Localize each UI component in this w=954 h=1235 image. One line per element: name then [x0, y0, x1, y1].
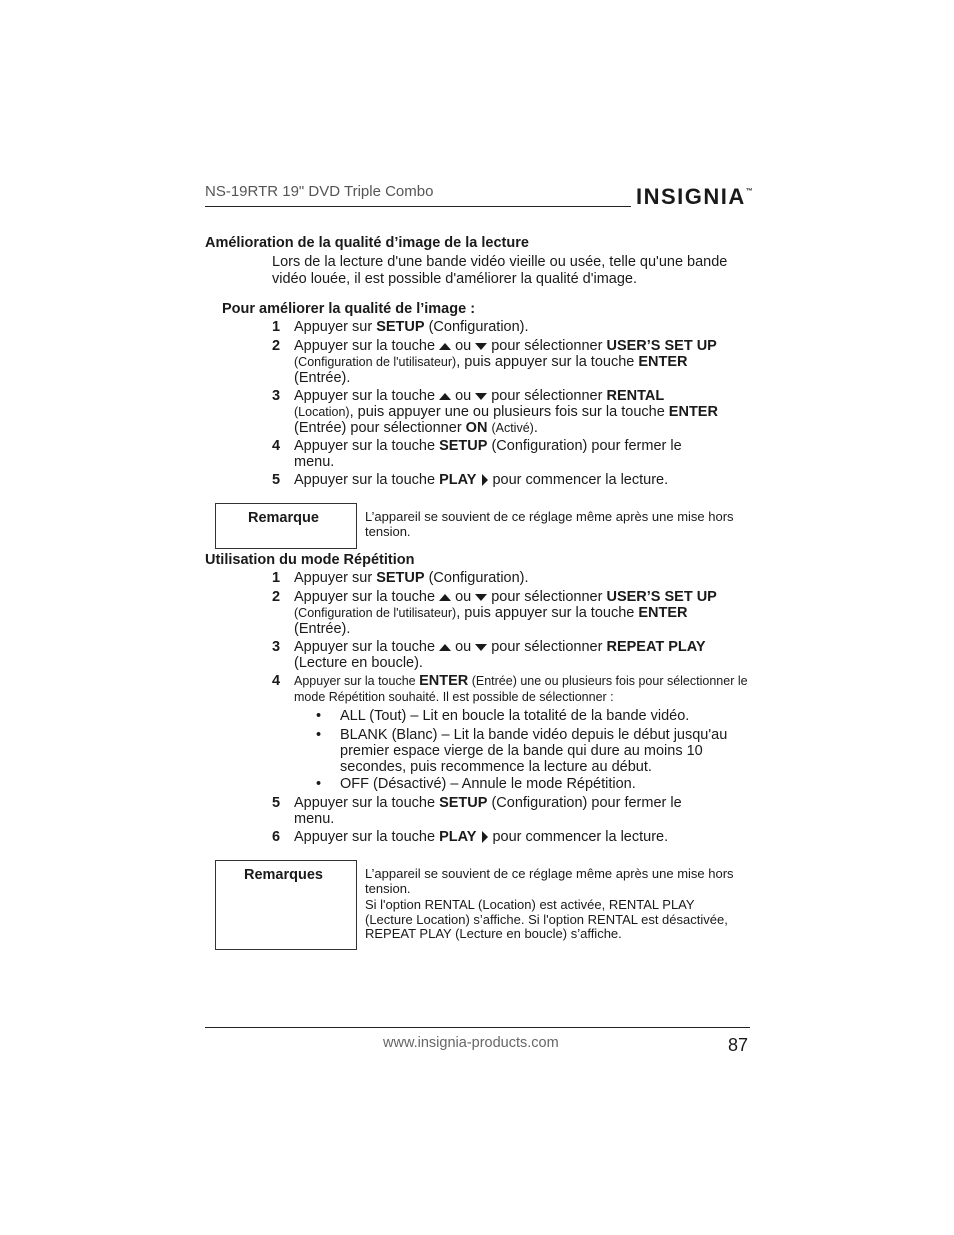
step-number: 5: [272, 472, 281, 488]
arrow-up-icon: [439, 393, 451, 400]
step-number: 2: [272, 589, 281, 605]
bullet-text: BLANK (Blanc) – Lit la bande vidéo depuis le début jusqu'au premier espace vierge de la bande qui dure au moins 10 secondes, puis recommence la lecture au début.: [340, 727, 728, 775]
note-text: L’appareil se souvient de ce réglage même après une mise hors tension.: [365, 866, 734, 896]
step-number: 4: [272, 673, 281, 689]
bullet-text: ALL (Tout) – Lit en boucle la totalité de la bande vidéo.: [340, 708, 690, 724]
procedure-heading: Pour améliorer la qualité de l’image :: [222, 301, 476, 317]
arrow-up-icon: [439, 644, 451, 651]
note-label: Remarque: [248, 510, 319, 526]
note-text: Si l'option RENTAL (Location) est activée, RENTAL PLAY (Lecture Location) s’affiche. Si l'option RENTAL est désactivée, REPEAT PLAY (Lecture en boucle) s’affiche.: [365, 897, 728, 941]
step-number: 5: [272, 795, 281, 811]
step-number: 3: [272, 639, 281, 655]
footer-rule: [205, 1027, 750, 1028]
header-rule: [205, 206, 631, 207]
arrow-up-icon: [439, 594, 451, 601]
running-header: NS-19RTR 19" DVD Triple Combo: [205, 183, 434, 200]
arrow-down-icon: [475, 594, 487, 601]
section-heading: Amélioration de la qualité d’image de la lecture: [205, 235, 529, 251]
step-number: 6: [272, 829, 281, 845]
bullet-marker: •: [316, 708, 322, 724]
logo-trademark: ™: [745, 188, 753, 195]
step-number: 2: [272, 338, 281, 354]
play-arrow-icon: [482, 831, 488, 843]
arrow-down-icon: [475, 343, 487, 350]
play-arrow-icon: [482, 474, 488, 486]
step-number: 1: [272, 319, 281, 335]
brand-logo: [636, 184, 753, 210]
arrow-down-icon: [475, 644, 487, 651]
note-text: L’appareil se souvient de ce réglage même après une mise hors tension.: [365, 509, 734, 539]
note-label: Remarques: [244, 867, 323, 883]
logo-text: INSIGNIA: [636, 184, 746, 209]
step-number: 4: [272, 438, 281, 454]
arrow-down-icon: [475, 393, 487, 400]
bullet-text: OFF (Désactivé) – Annule le mode Répétition.: [340, 776, 636, 792]
page-number: 87: [728, 1035, 749, 1055]
bullet-marker: •: [316, 727, 322, 743]
bullet-marker: •: [316, 776, 322, 792]
section-intro: Lors de la lecture d'une bande vidéo vieille ou usée, telle qu'une bande vidéo louée, il est possible d'améliorer la qualité d'image.: [272, 254, 728, 287]
step-number: 3: [272, 388, 281, 404]
section-heading: Utilisation du mode Répétition: [205, 552, 415, 568]
arrow-up-icon: [439, 343, 451, 350]
footer-url: www.insignia-products.com: [383, 1035, 559, 1051]
step-number: 1: [272, 570, 281, 586]
